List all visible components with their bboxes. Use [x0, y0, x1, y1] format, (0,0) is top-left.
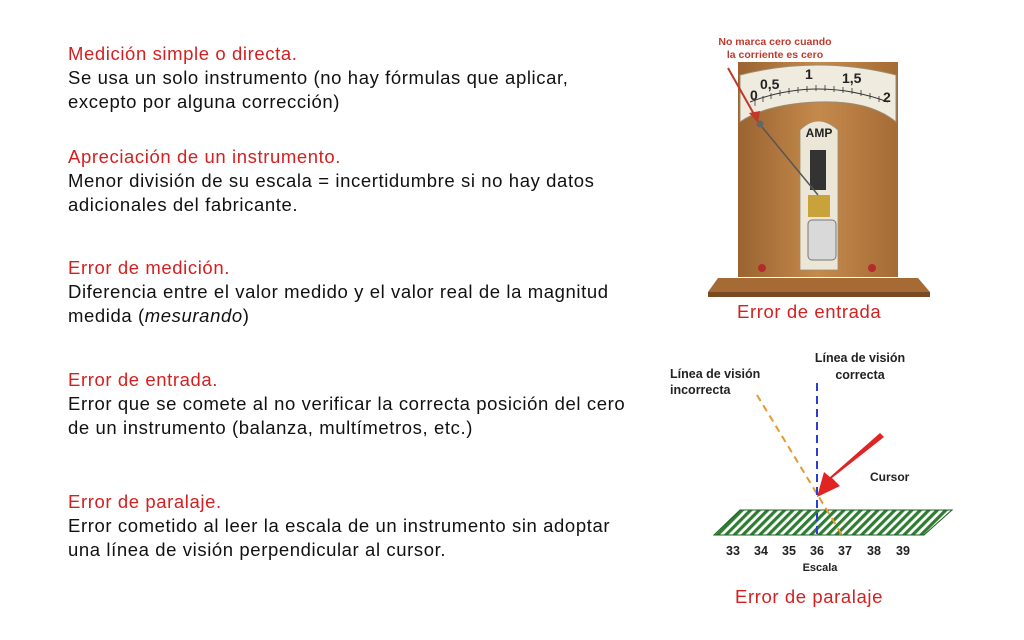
- section-title: Medición simple o directa.: [68, 43, 298, 64]
- dial-label-1: 1: [805, 66, 813, 82]
- section-body: [68, 280, 633, 328]
- correct-line-label-1: Línea de visión: [814, 351, 906, 365]
- dial-label-15: 1,5: [842, 70, 862, 86]
- magnet: [808, 195, 830, 217]
- scale-number: 38: [867, 544, 881, 558]
- section-title: Apreciación de un instrumento.: [68, 146, 342, 167]
- cylinder: [808, 220, 836, 260]
- scale-number: 34: [754, 544, 768, 558]
- section-error-medicion: [68, 256, 633, 328]
- section-body: Se usa un solo instrumento (no hay fórmulas que aplicar, excepto por alguna corrección): [68, 67, 569, 112]
- section-error-paralaje: [68, 490, 633, 562]
- body-text: Diferencia entre el valor medido y el valor real de la magnitud medida (: [68, 281, 609, 326]
- section-body: Menor división de su escala = incertidumbre si no hay datos adicionales del fabricante.: [68, 170, 595, 215]
- section-body: Error cometido al leer la escala de un instrumento sin adoptar una línea de visión perpendicular al cursor.: [68, 515, 611, 560]
- dial-label-05: 0,5: [760, 76, 780, 92]
- section-error-entrada: [68, 368, 633, 440]
- annotation-text-2: la corriente es cero: [726, 49, 824, 61]
- annotation-text-1: No marca cero cuando: [718, 36, 832, 48]
- dial-label-2: 2: [883, 89, 891, 105]
- terminal-left: [758, 264, 766, 272]
- correct-line-label-2: correcta: [835, 368, 885, 382]
- section-title: Error de entrada.: [68, 369, 219, 390]
- section-title: Error de paralaje.: [68, 491, 222, 512]
- scale-number: 36: [810, 544, 824, 558]
- dial-label-0: 0: [750, 87, 758, 103]
- scale-number: 37: [838, 544, 852, 558]
- ammeter-caption: Error de entrada: [737, 301, 882, 322]
- cursor-label: Cursor: [870, 470, 910, 484]
- section-medicion-simple: [68, 42, 633, 114]
- body-italic: mesurando: [144, 305, 243, 326]
- parallax-figure: [662, 325, 967, 580]
- scale-label: Escala: [802, 562, 838, 574]
- amp-label: AMP: [805, 126, 833, 140]
- cursor-arrow: [817, 433, 884, 497]
- ammeter-figure: [700, 30, 940, 300]
- ammeter-base-edge: [708, 292, 930, 297]
- section-body: Error que se comete al no verificar la correcta posición del cero de un instrumento (balanza, multímetros, etc.): [68, 393, 626, 438]
- section-apreciacion: [68, 145, 633, 217]
- section-title: Error de medición.: [68, 257, 230, 278]
- scale-number: 33: [726, 544, 740, 558]
- scale-number: 39: [896, 544, 910, 558]
- incorrect-line-label-2: incorrecta: [670, 383, 731, 397]
- ammeter-base: [708, 278, 930, 292]
- scale-plane: [714, 510, 952, 535]
- parallax-caption: Error de paralaje: [735, 586, 883, 607]
- incorrect-line-label-1: Línea de visión: [670, 367, 761, 381]
- body-text-end: ): [242, 305, 250, 326]
- terminal-right: [868, 264, 876, 272]
- coil: [810, 150, 826, 190]
- scale-number: 35: [782, 544, 796, 558]
